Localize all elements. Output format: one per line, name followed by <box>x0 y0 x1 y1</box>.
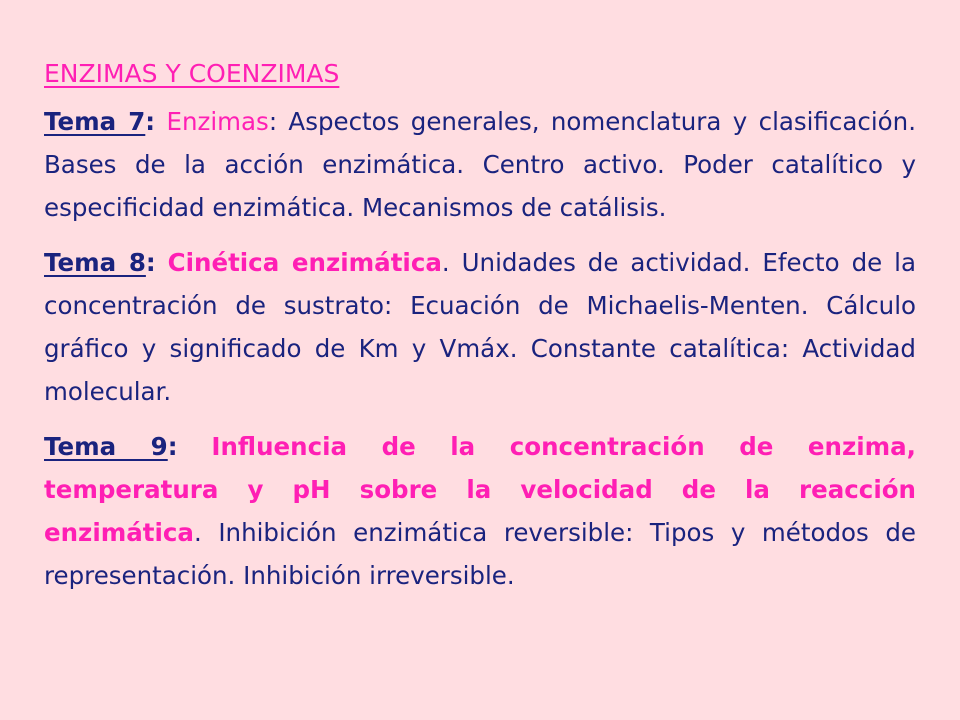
tema-8-text: . Unidades de actividad. Efecto de la concentración de sustrato: Ecuación de Michaelis-Menten. Cálculo gráfico y significado de Km y Vmáx. Constante catalítica: Actividad molecular. <box>44 248 916 406</box>
tema-9-label: Tema 9 <box>44 432 168 461</box>
tema-9-colon: : <box>167 432 178 461</box>
tema-9-paragraph <box>44 425 916 597</box>
tema-8-highlight: Cinética enzimática <box>167 248 442 277</box>
tema-9-text: . Inhibición enzimática reversible: Tipos y métodos de representación. Inhibición irreversible. <box>44 518 916 590</box>
tema-8-colon: : <box>145 248 156 277</box>
tema-7-paragraph <box>44 100 916 229</box>
tema-8-label: Tema 8 <box>44 248 146 277</box>
tema-9-highlight: Influencia de la concentración de enzima, temperatura y pH sobre la velocidad de la reacción enzimática <box>44 432 916 547</box>
tema-7-highlight: Enzimas <box>166 107 269 136</box>
page-title: ENZIMAS Y COENZIMAS <box>44 59 340 88</box>
tema-7-colon: : <box>145 107 156 136</box>
tema-7-text: : Aspectos generales, nomenclatura y clasificación. Bases de la acción enzimática. Centro activo. Poder catalítico y especificidad enzimática. Mecanismos de catálisis. <box>44 107 916 222</box>
tema-8-paragraph <box>44 241 916 413</box>
tema-7-label: Tema 7 <box>44 107 146 136</box>
